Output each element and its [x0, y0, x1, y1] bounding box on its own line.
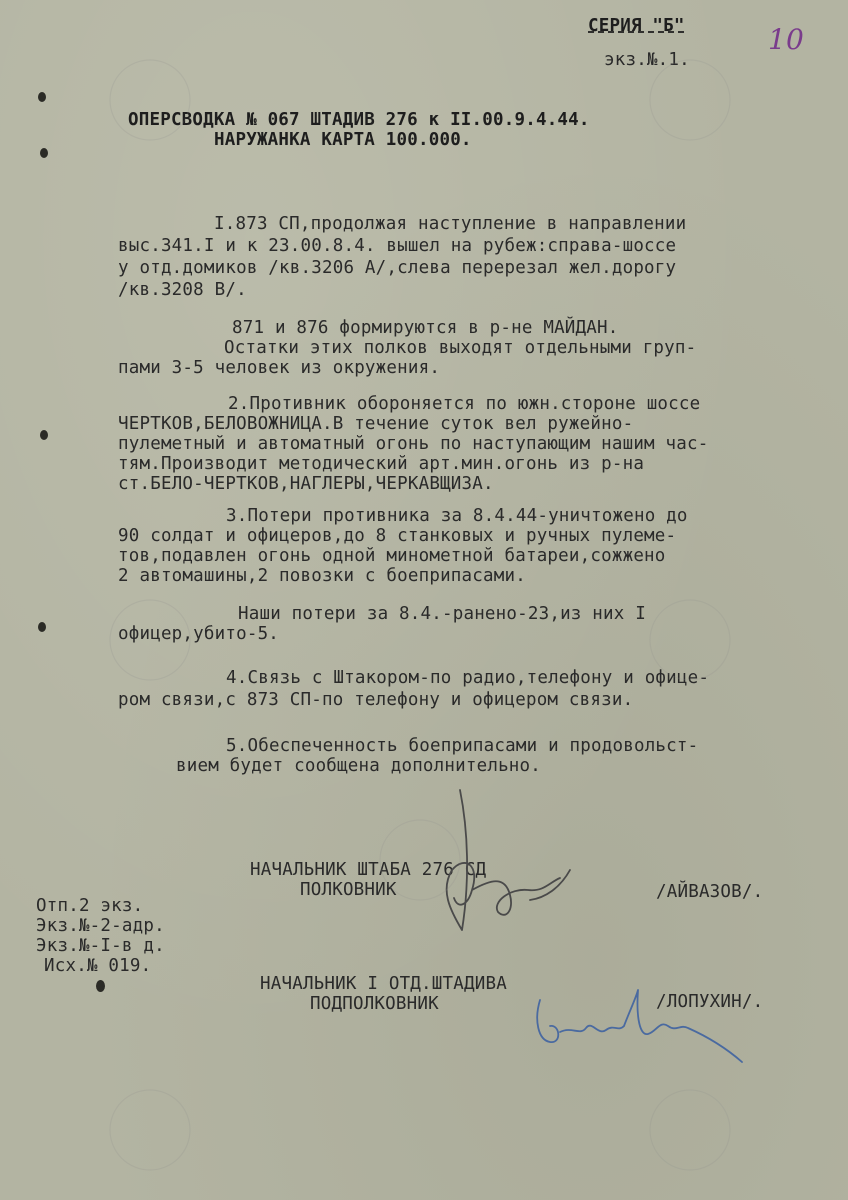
para3-line4: 2 автомашины,2 повозки с боеприпасами. — [118, 566, 526, 586]
para3-line3: тов,подавлен огонь одной минометной батареи,сожжено — [118, 546, 666, 566]
para1b-line2: Остатки этих полков выходят отдельными груп- — [224, 338, 697, 358]
para2-line1: 2.Противник обороняется по южн.стороне шоссе — [228, 394, 701, 414]
chief-of-staff-name: /АЙВАЗОВ/. — [656, 882, 764, 902]
para4-line1: 4.Связь с Штакором-по радио,телефону и офице- — [226, 668, 710, 688]
para4-line2: ром связи,с 873 СП-по телефону и офицером связи. — [118, 690, 634, 710]
chief-of-staff-rank: ПОЛКОВНИК — [300, 880, 397, 900]
para2-line4: тям.Производит методический арт.мин.огонь из р-на — [118, 454, 645, 474]
para1b-line1: 871 и 876 формируются в р-не МАЙДАН. — [232, 318, 619, 338]
para1-line2: выс.341.I и к 23.00.8.4. вышел на рубеж:справа-шоссе — [118, 236, 677, 256]
para2-line5: ст.БЕЛО-ЧЕРТКОВ,НАГЛЕРЫ,ЧЕРКАВЩИЗА. — [118, 474, 494, 494]
dept-head-rank: ПОДПОЛКОВНИК — [310, 994, 439, 1014]
para3-line1: 3.Потери противника за 8.4.44-уничтожено до — [226, 506, 688, 526]
para1b-line3: пами 3-5 человек из окружения. — [118, 358, 441, 378]
para1-line3: у отд.домиков /кв.3206 А/,слева перерезал жел.дорогу — [118, 258, 677, 278]
punch-hole — [38, 92, 46, 102]
punch-hole — [40, 148, 48, 158]
copy-number: экз.№.1. — [604, 50, 690, 70]
distribution-line2: Экз.№-2-адр. — [36, 916, 165, 936]
document-subtitle: НАРУЖАНКА КАРТА 100.000. — [214, 130, 472, 150]
punch-hole — [96, 980, 105, 992]
para3-line2: 90 солдат и офицеров,до 8 станковых и ручных пулеме- — [118, 526, 677, 546]
para3b-line1: Наши потери за 8.4.-ранено-23,из них I — [238, 604, 646, 624]
dept-head-signature-image — [520, 970, 760, 1080]
punch-hole — [40, 430, 48, 440]
punch-hole — [38, 622, 46, 632]
chief-signature-image — [410, 770, 610, 940]
document-title: ОПЕРСВОДКА № 067 ШТАДИВ 276 к II.00.9.4.44. — [128, 110, 590, 130]
para5-line1: 5.Обеспеченность боеприпасами и продовольст- — [226, 736, 699, 756]
chief-of-staff-title: НАЧАЛЬНИК ШТАБА 276 СД — [250, 860, 487, 880]
distribution-line1: Отп.2 экз. — [36, 896, 144, 916]
dept-head-title: НАЧАЛЬНИК I ОТД.ШТАДИВА — [260, 974, 507, 994]
series-label: СЕРИЯ "Б" — [588, 16, 685, 36]
para3b-line2: офицер,убито-5. — [118, 624, 280, 644]
page-number-mark: 10 — [768, 23, 805, 56]
para1-line4: /кв.3208 В/. — [118, 280, 247, 300]
para5-line2: вием будет сообщена дополнительно. — [176, 756, 542, 776]
para1-line1: I.873 СП,продолжая наступление в направлении — [214, 214, 687, 234]
dept-head-name: /ЛОПУХИН/. — [656, 992, 764, 1012]
distribution-line4: Исх.№ 019. — [44, 956, 152, 976]
distribution-line3: Экз.№-I-в д. — [36, 936, 165, 956]
para2-line3: пулеметный и автоматный огонь по наступающим нашим час- — [118, 434, 709, 454]
para2-line2: ЧЕРТКОВ,БЕЛОВОЖНИЦА.В течение суток вел ружейно- — [118, 414, 634, 434]
